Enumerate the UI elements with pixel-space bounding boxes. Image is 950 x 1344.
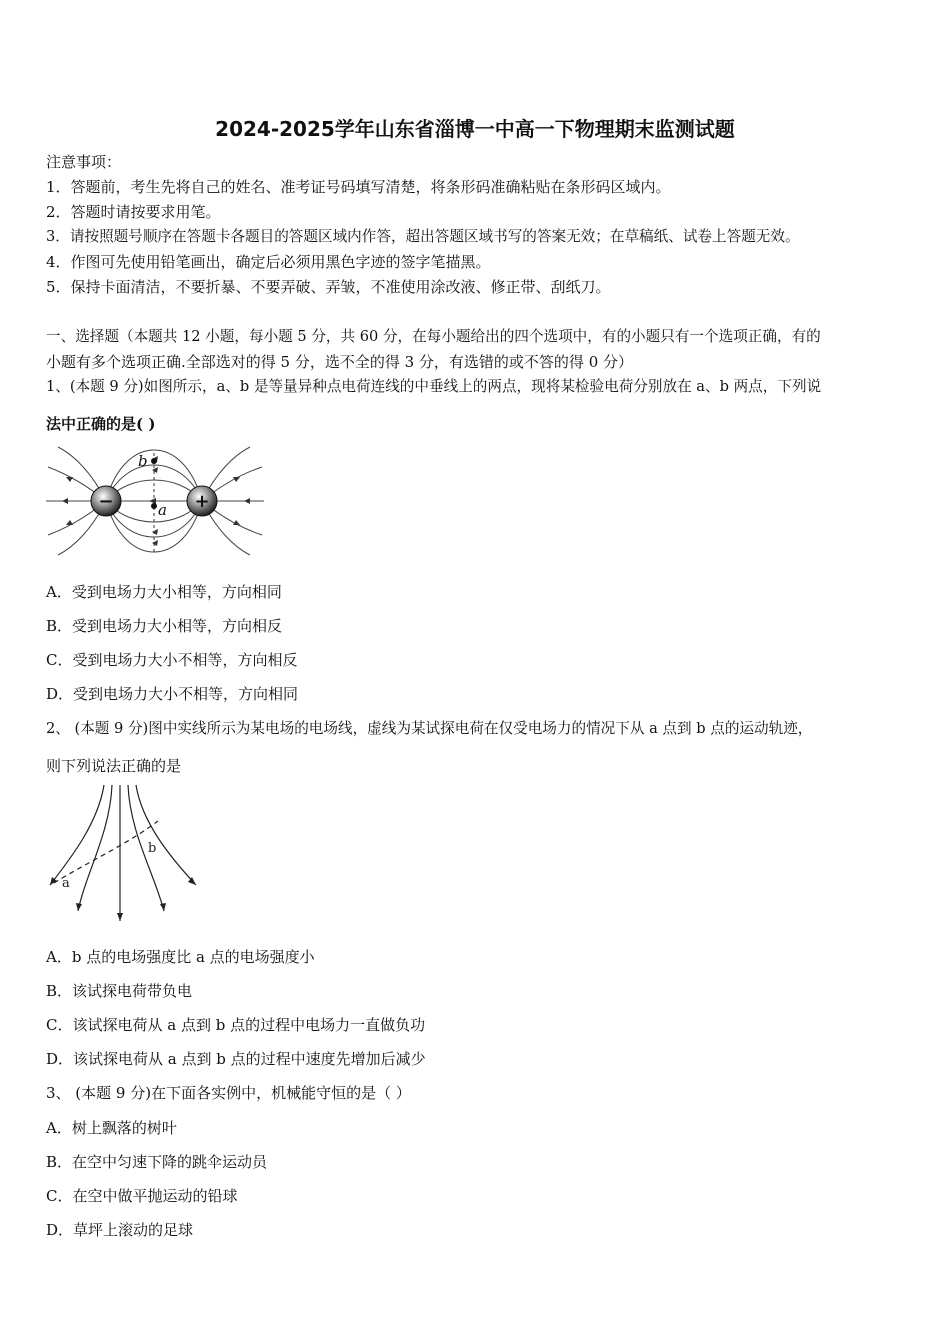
q3-option-a: A．树上飘落的树叶 — [46, 1119, 177, 1137]
notice-item: 1．答题前，考生先将自己的姓名、准考证号码填写清楚，将条形码准确粘贴在条形码区域内。 — [46, 178, 671, 196]
negative-charge-sign: − — [98, 491, 114, 512]
positive-charge-sign: + — [194, 491, 210, 512]
question-1-stem: 1、(本题 9 分)如图所示，a、b 是等量异种点电荷连线的中垂线上的两点，现将某检验电荷分别放在 a、b 两点，下列说 — [46, 378, 822, 395]
q1-option-b: B．受到电场力大小相等，方向相反 — [46, 617, 283, 635]
question-1-stem-cont: 法中正确的是( ) — [46, 415, 156, 433]
q2-option-c: C．该试探电荷从 a 点到 b 点的过程中电场力一直做负功 — [46, 1016, 426, 1034]
section-instructions: 一、选择题（本题共 12 小题，每小题 5 分，共 60 分，在每小题给出的四个选项中，有的小题只有一个选项正确，有的 — [46, 328, 821, 345]
q3-option-d: D．草坪上滚动的足球 — [46, 1221, 194, 1239]
q1-option-d: D．受到电场力大小不相等，方向相同 — [46, 685, 299, 703]
q3-option-b: B．在空中匀速下降的跳伞运动员 — [46, 1153, 268, 1171]
notice-item: 4．作图可先使用铅笔画出，确定后必须用黑色字迹的签字笔描黑。 — [46, 253, 491, 271]
question-2-stem-cont: 则下列说法正确的是 — [46, 757, 182, 775]
notice-item: 5．保持卡面清洁，不要折暴、不要弄破、弄皱，不准使用涂改液、修正带、刮纸刀。 — [46, 278, 611, 296]
page-title: 2024-2025学年山东省淄博一中高一下物理期末监测试题 — [215, 117, 735, 141]
q3-option-c: C．在空中做平抛运动的铅球 — [46, 1187, 238, 1205]
point-a-label: a — [158, 501, 167, 519]
notice-item: 2．答题时请按要求用笔。 — [46, 203, 221, 221]
question-1-dipole-figure — [44, 443, 266, 561]
point-a-label: a — [62, 876, 70, 891]
question-3-stem: 3、 (本题 9 分)在下面各实例中，机械能守恒的是（ ） — [46, 1084, 411, 1102]
notice-heading: 注意事项： — [46, 153, 122, 171]
point-b-label: b — [148, 841, 157, 856]
notice-item: 3．请按照题号顺序在答题卡各题目的答题区域内作答，超出答题区域书写的答案无效；在草稿纸、试卷上答题无效。 — [46, 228, 800, 245]
q1-option-a: A．受到电场力大小相等，方向相同 — [46, 583, 282, 601]
point-b-label: b — [138, 452, 148, 470]
q2-option-a: A．b 点的电场强度比 a 点的电场强度小 — [46, 948, 315, 966]
question-2-stem: 2、 (本题 9 分)图中实线所示为某电场的电场线，虚线为某试探电荷在仅受电场力的情况下从 a 点到 b 点的运动轨迹， — [46, 720, 813, 737]
q2-option-b: B．该试探电荷带负电 — [46, 982, 193, 1000]
question-2-field-lines-figure — [46, 783, 206, 925]
section-instructions-cont: 小题有多个选项正确.全部选对的得 5 分，选不全的得 3 分，有选错的或不答的得 0 分） — [46, 353, 634, 371]
q2-option-d: D．该试探电荷从 a 点到 b 点的过程中速度先增加后减少 — [46, 1050, 426, 1068]
q1-option-c: C．受到电场力大小不相等，方向相反 — [46, 651, 298, 669]
